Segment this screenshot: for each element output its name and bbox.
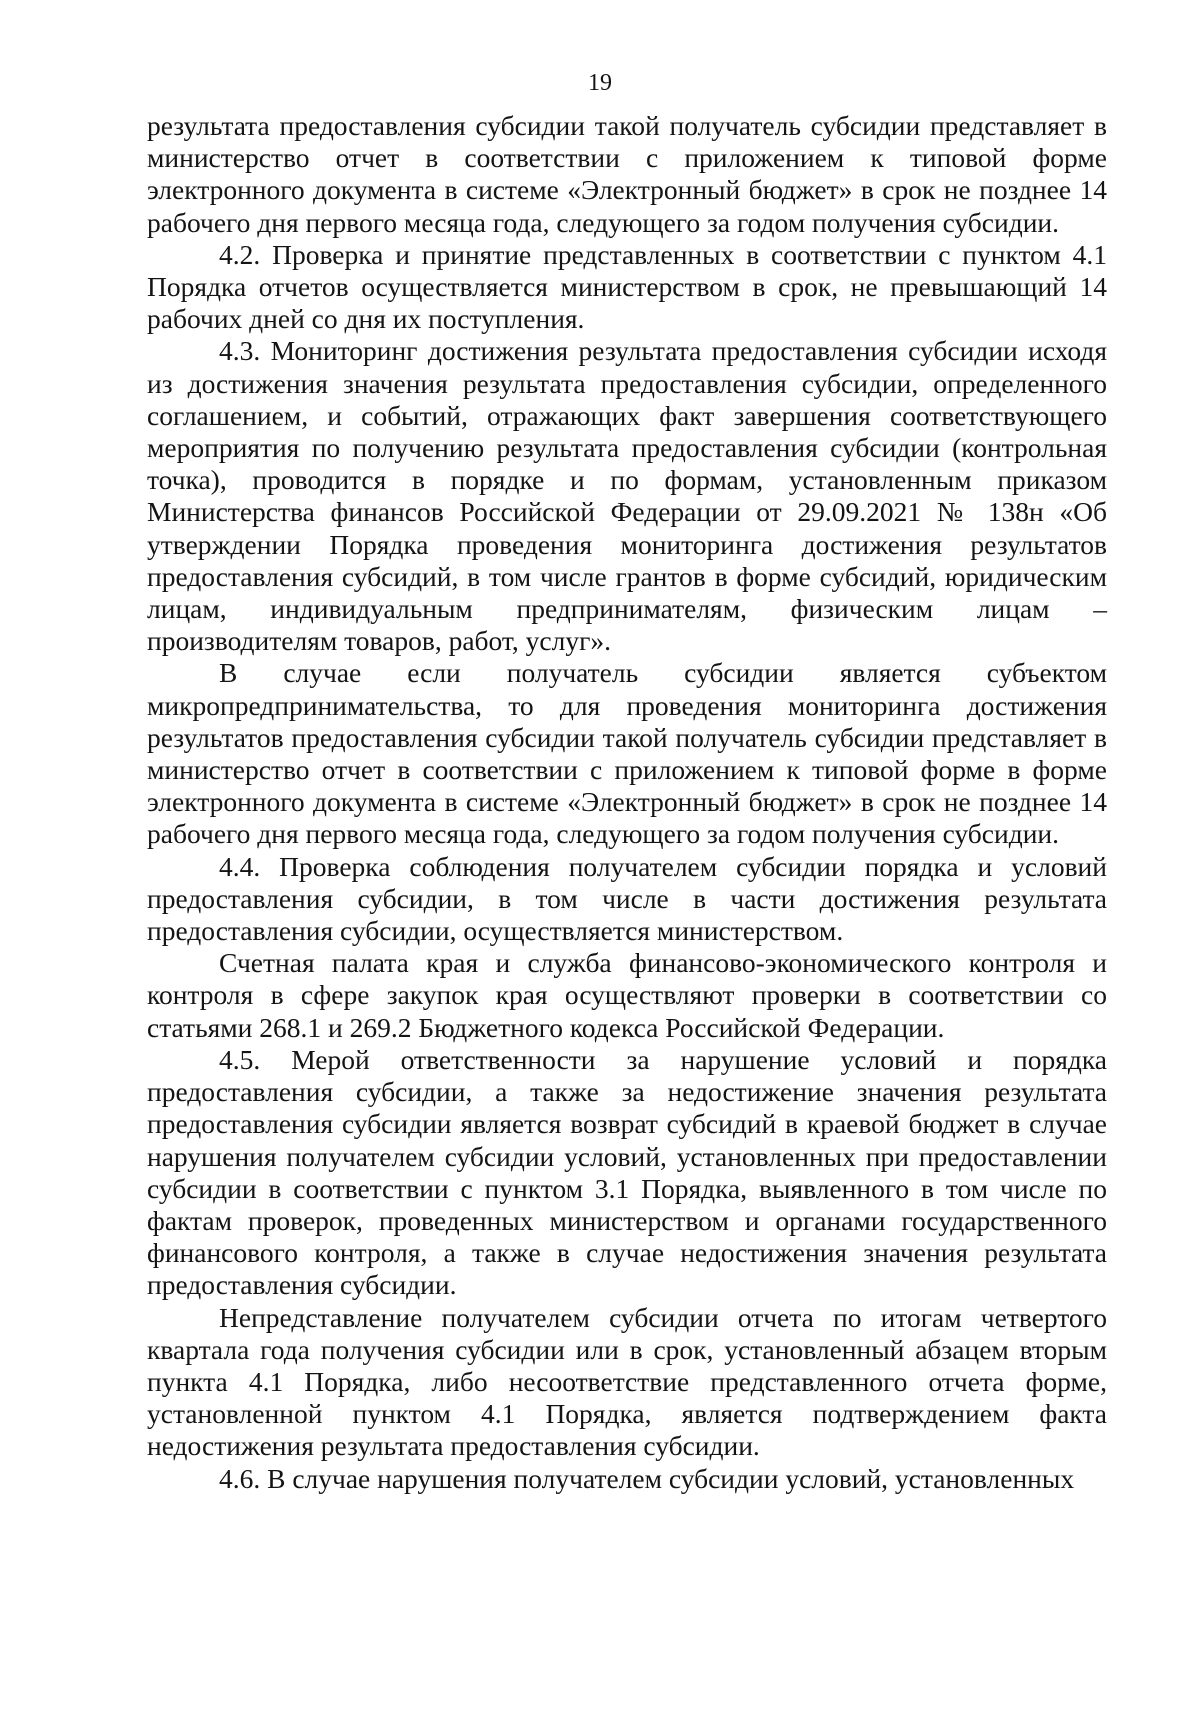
paragraph: 4.4. Проверка соблюдения получателем субсидии порядка и условий предоставления субсидии, в том числе в части достижения результата предоставления субсидии, осуществляется министерством. xyxy=(147,850,1107,947)
paragraph: В случае если получатель субсидии является субъектом микропредпринимательства, то для проведения мониторинга достижения результатов предоставления субсидии такой получатель субсидии представляет в министерство отчет в соответствии с приложением к типовой форме в форме электронного документа в системе «Электронный бюджет» в срок не позднее 14 рабочего дня первого месяца года, следующего за годом получения субсидии. xyxy=(147,657,1107,850)
document-body xyxy=(147,110,1107,1495)
paragraph: 4.6. В случае нарушения получателем субсидии условий, установленных xyxy=(219,1462,1075,1494)
page-number: 19 xyxy=(588,70,612,96)
paragraph: 4.5. Мерой ответственности за нарушение условий и порядка предоставления субсидии, а также за недостижение значения результата предоставления субсидии является возврат субсидий в краевой бюджет в случае нарушения получателем субсидии условий, установленных при предоставлении субсидии в соответствии с пунктом 3.1 Порядка, выявленного в том числе по фактам проверок, проведенных министерством и органами государственного финансового контроля, а также в случае недостижения значения результата предоставления субсидии. xyxy=(147,1043,1107,1301)
paragraph: результата предоставления субсидии такой получатель субсидии представляет в министерство отчет в соответствии с приложением к типовой форме электронного документа в системе «Электронный бюджет» в срок не позднее 14 рабочего дня первого месяца года, следующего за годом получения субсидии. xyxy=(147,110,1107,238)
paragraph: Непредставление получателем субсидии отчета по итогам четвертого квартала года получения субсидии или в срок, установленный абзацем вторым пункта 4.1 Порядка, либо несоответствие представленного отчета форме, установленной пунктом 4.1 Порядка, является подтверждением факта недостижения результата предоставления субсидии. xyxy=(147,1301,1107,1462)
paragraph: 4.3. Мониторинг достижения результата предоставления субсидии исходя из достижения значения результата предоставления субсидии, определенного соглашением, и событий, отражающих факт завершения соответствующего мероприятия по получению результата предоставления субсидии (контрольная точка), проводится в порядке и по формам, установленным приказом Министерства финансов Российской Федерации от 29.09.2021 № 138н «Об утверждении Порядка проведения мониторинга достижения результатов предоставления субсидий, в том числе грантов в форме субсидий, юридическим лицам, индивидуальным предпринимателям, физическим лицам – производителям товаров, работ, услуг». xyxy=(147,335,1107,657)
paragraph: 4.2. Проверка и принятие представленных в соответствии с пунктом 4.1 Порядка отчетов осуществляется министерством в срок, не превышающий 14 рабочих дней со дня их поступления. xyxy=(147,238,1107,335)
paragraph: Счетная палата края и служба финансово-экономического контроля и контроля в сфере закупок края осуществляют проверки в соответствии со статьями 268.1 и 269.2 Бюджетного кодекса Российской Федерации. xyxy=(147,947,1107,1043)
